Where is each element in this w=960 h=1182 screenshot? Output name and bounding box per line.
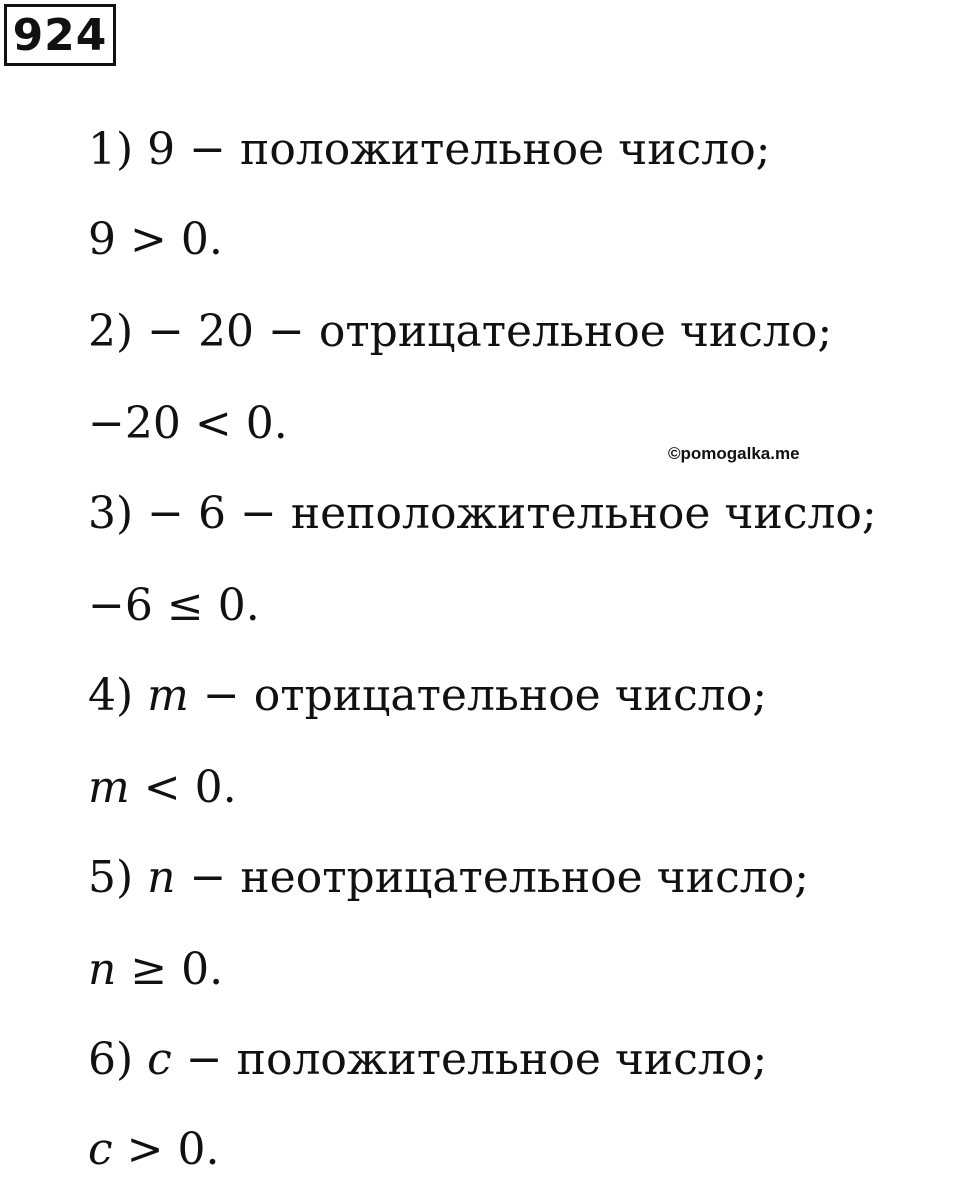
item-description: − положительное число; — [171, 1034, 768, 1085]
item-prefix: 4) — [88, 670, 148, 721]
item-number: − 6 — [147, 488, 227, 539]
statement-line-3 — [88, 482, 877, 546]
item-number: − 20 — [147, 306, 254, 357]
statement-line-4 — [88, 664, 767, 728]
inequality-variable: c — [88, 1124, 113, 1175]
statement-line-5 — [88, 846, 809, 910]
inequality-line-3 — [88, 574, 260, 638]
inequality-line-1 — [88, 208, 223, 272]
item-variable: c — [147, 1034, 172, 1085]
statement-line-2 — [88, 300, 832, 364]
inequality-variable: m — [88, 762, 130, 813]
item-description: − неотрицательное число; — [175, 852, 810, 903]
inequality-line-5 — [88, 938, 223, 1002]
item-description: − отрицательное число; — [254, 306, 833, 357]
statement-line-1 — [88, 118, 771, 182]
item-description: − отрицательное число; — [188, 670, 768, 721]
problem-number: 924 — [12, 9, 108, 61]
inequality-text: −20 < 0. — [88, 398, 288, 449]
inequality-text: 9 > 0. — [88, 214, 223, 265]
item-variable: n — [147, 852, 176, 903]
statement-line-6 — [88, 1028, 767, 1092]
item-prefix: 6) — [88, 1034, 148, 1085]
item-number: 9 — [147, 124, 176, 175]
item-prefix: 5) — [88, 852, 148, 903]
item-prefix: 2) — [88, 306, 148, 357]
item-variable: m — [147, 670, 189, 721]
inequality-variable: n — [88, 944, 117, 995]
inequality-line-6 — [88, 1118, 219, 1182]
item-prefix: 3) — [88, 488, 148, 539]
inequality-text: < 0. — [129, 762, 237, 813]
inequality-text: ≥ 0. — [116, 944, 224, 995]
problem-number-box — [4, 4, 116, 66]
item-description: − неположительное число; — [226, 488, 877, 539]
item-prefix: 1) — [88, 124, 148, 175]
inequality-line-4 — [88, 756, 237, 820]
inequality-line-2 — [88, 392, 288, 456]
inequality-text: −6 ≤ 0. — [88, 580, 260, 631]
item-description: − положительное число; — [175, 124, 771, 175]
watermark: ©pomogalka.me — [668, 444, 800, 463]
inequality-text: > 0. — [112, 1124, 220, 1175]
